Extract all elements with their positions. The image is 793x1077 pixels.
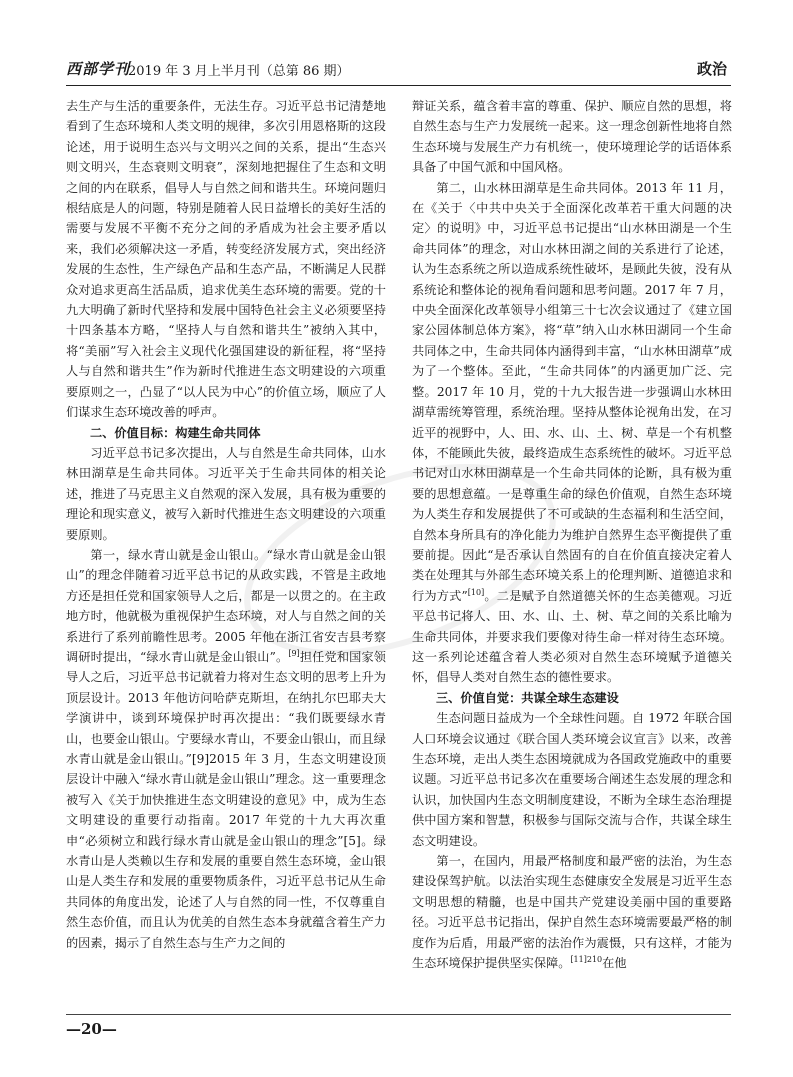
paragraph-text: 。二是赋予自然道德关怀的生态美德观。习近平总书记将人、田、水、山、土、树、草之间的关系比喻为生命共同体，并要求我们要像对待生命一样对待生态环境。这一系列论述蕴含着人类必须对自然生态环境赋予道德关怀，倡导人类对自然生态的德性要求。	[412, 588, 733, 685]
issue-info: 2019 年 3 月上半月刊（总第 86 期）	[128, 64, 350, 79]
right-column	[412, 96, 732, 973]
header-divider	[66, 85, 731, 86]
citation-marker: [11]210	[570, 955, 603, 964]
left-column	[66, 96, 386, 953]
paragraph-text: 担任党和国家领导人之后，习近平总书记就着力将对生态文明的思考上升为顶层设计。2013 年他访问哈萨克斯坦，在纳扎尔巴耶夫大学演讲中，谈到环境保护时再次提出：“我们既要绿水青山，也要金山银山。宁要绿水青山，不要金山银山，而且绿水青山就是金山银山。”[9]2015 年 3 月，生态文明建设顶层设计中融入“绿水青山就是金山银山”理念。这一重要理念被写入《关于加快推进生态文明建设的意见》中，成为生态文明建设的重要行动指南。2017 年党的十九大再次重申“必须树立和践行绿水青山就是金山银山的理念”[5]。绿水青山是人类赖以生存和发展的重要自然生态环境，金山银山是人类生存和发展的重要物质条件，习近平总书记从生命共同体的角度出发，论述了人与自然的同一性，不仅尊重自然生态价值，而且认为优美的自然生态本身就蕴含着生产力的因素，揭示了自然生态与生产力之间的	[66, 649, 386, 950]
citation-marker: [9]	[288, 648, 300, 658]
paragraph-text: 第二，山水林田湖草是生命共同体。2013 年 11 月，在《关于〈中共中央关于全面深化改革若干重大问题的决定〉的说明》中，习近平总书记提出“山水林田湖是一个生命共同体”的理念，对山水林田湖之间的关系进行了论述，认为生态系统之所以造成系统性破坏，是顾此失彼，没有从系统论和整体论的视角看问题和思考问题。2017 年 7 月，中央全面深化改革领导小组第三十七次会议通过了《建立国家公园体制总体方案》，将“草”纳入山水林田湖同一个生命共同体之中，生命共同体内涵得到丰富，“山水林田湖草”成为了一个整体。至此，“生命共同体”的内涵更加广泛、完整。2017 年 10 月，党的十九大报告进一步强调山水林田湖草需统筹管理，系统治理。坚持从整体论视角出发，在习近平的视野中，人、田、水、山、土、树、草是一个有机整体，不能顾此失彼，最终造成生态系统性的破坏。习近平总书记对山水林田湖草是一个生命共同体的论断，具有极为重要的思想意蕴。一是尊重生命的绿色价值观，自然生态环境为人类生存和发展提供了不可或缺的生态福利和生活空间，自然本身所具有的净化能力为维护自然界生态平衡提供了重要前提。因此“是否承认自然固有的自在价值直接决定着人类在处理其与外部生态环境关系上的伦理判断、道德追求和行为方式”	[412, 180, 732, 603]
body-paragraph: 生态问题日益成为一个全球性问题。自 1972 年联合国人口环境会议通过《联合国人类环境会议宣言》以来，改善生态环境，走出人类生态困境就成为各国政党施政中的重要议题。习近平总书记多次在重要场合阐述生态发展的理念和认识，加快国内生态文明制度建设，不断为全球生态治理提供中国方案和智慧，积极参与国际交流与合作，共谋全球生态文明建设。	[412, 711, 732, 848]
body-paragraph: 去生产与生活的重要条件，无法生存。习近平总书记清楚地看到了生态环境和人类文明的规律，多次引用恩格斯的这段论述，用于说明生态兴与文明兴之间的关系，提出“生态兴则文明兴，生态衰则文明衰”，深刻地把握住了生态和文明之间的内在联系，倡导人与自然之间和谐共生。环境问题归根结底是人的问题，特别是随着人民日益增长的美好生活的需要与发展不平衡不充分之间的矛盾成为社会主要矛盾以来，我们必须解决这一矛盾，转变经济发展方式，突出经济发展的生态性，生产绿色产品和生态产品，不断满足人民群众对追求更高生活品质，追求优美生态环境的需要。党的十九大明确了新时代坚持和发展中国特色社会主义必须要坚持十四条基本方略，“坚持人与自然和谐共生”被纳入其中，将“美丽”写入社会主义现代化强国建设的新征程，将“坚持人与自然和谐共生”作为新时代推进生态文明建设的六项重要原则之一，凸显了“以人民为中心”的价值立场，顺应了人们谋求生态环境改善的呼声。	[66, 99, 386, 420]
page-header	[66, 56, 731, 82]
section-label: 政治	[696, 60, 727, 78]
page-number: —20—	[66, 1020, 117, 1038]
section-heading: 三、价值自觉：共谋全球生态建设	[436, 690, 619, 705]
body-paragraph	[66, 545, 386, 953]
body-paragraph: 辩证关系，蕴含着丰富的尊重、保护、顺应自然的思想，将自然生态与生产力发展统一起来。这一理念创新性地将自然生态环境与发展生产力有机统一，使环境理论学的话语体系具备了中国气派和中国风格。	[412, 99, 732, 175]
paragraph-text: 第一，绿水青山就是金山银山。“绿水青山就是金山银山”的理念伴随着习近平总书记的从政实践，不管是主政地方还是担任党和国家领导人之后，都是一以贯之的。在主政地方时，他就极为重视保护生态环境，对人与自然之间的关系进行了系列前瞻性思考。2005 年他在浙江省安吉县考察调研时提出，“绿水青山就是金山银山”。	[66, 547, 386, 664]
body-paragraph	[412, 851, 732, 973]
body-paragraph	[412, 178, 732, 688]
body-paragraph: 习近平总书记多次提出，人与自然是生命共同体，山水林田湖草是生命共同体。习近平关于生命共同体的相关论述，推进了马克思主义自然观的深入发展，具有极为重要的理论和现实意义，被写入新时代推进生态文明建设的六项重要原则。	[66, 445, 386, 542]
paragraph-text: 第一，在国内，用最严格制度和最严密的法治，为生态建设保驾护航。以法治实现生态健康安全发展是习近平生态文明思想的精髓，也是中国共产党建设美丽中国的重要路径。习近平总书记指出，保护自然生态环境需要最严格的制度作为后盾，用最严密的法治作为震慑，只有这样，才能为生态环境保护提供坚实保障。	[412, 854, 732, 971]
journal-logo: 西部学刊	[66, 60, 131, 78]
citation-marker: [10]	[467, 587, 485, 597]
section-heading: 二、价值目标：构建生命共同体	[90, 425, 261, 440]
footer-divider	[66, 1014, 731, 1015]
paragraph-text: 在他	[602, 956, 627, 971]
